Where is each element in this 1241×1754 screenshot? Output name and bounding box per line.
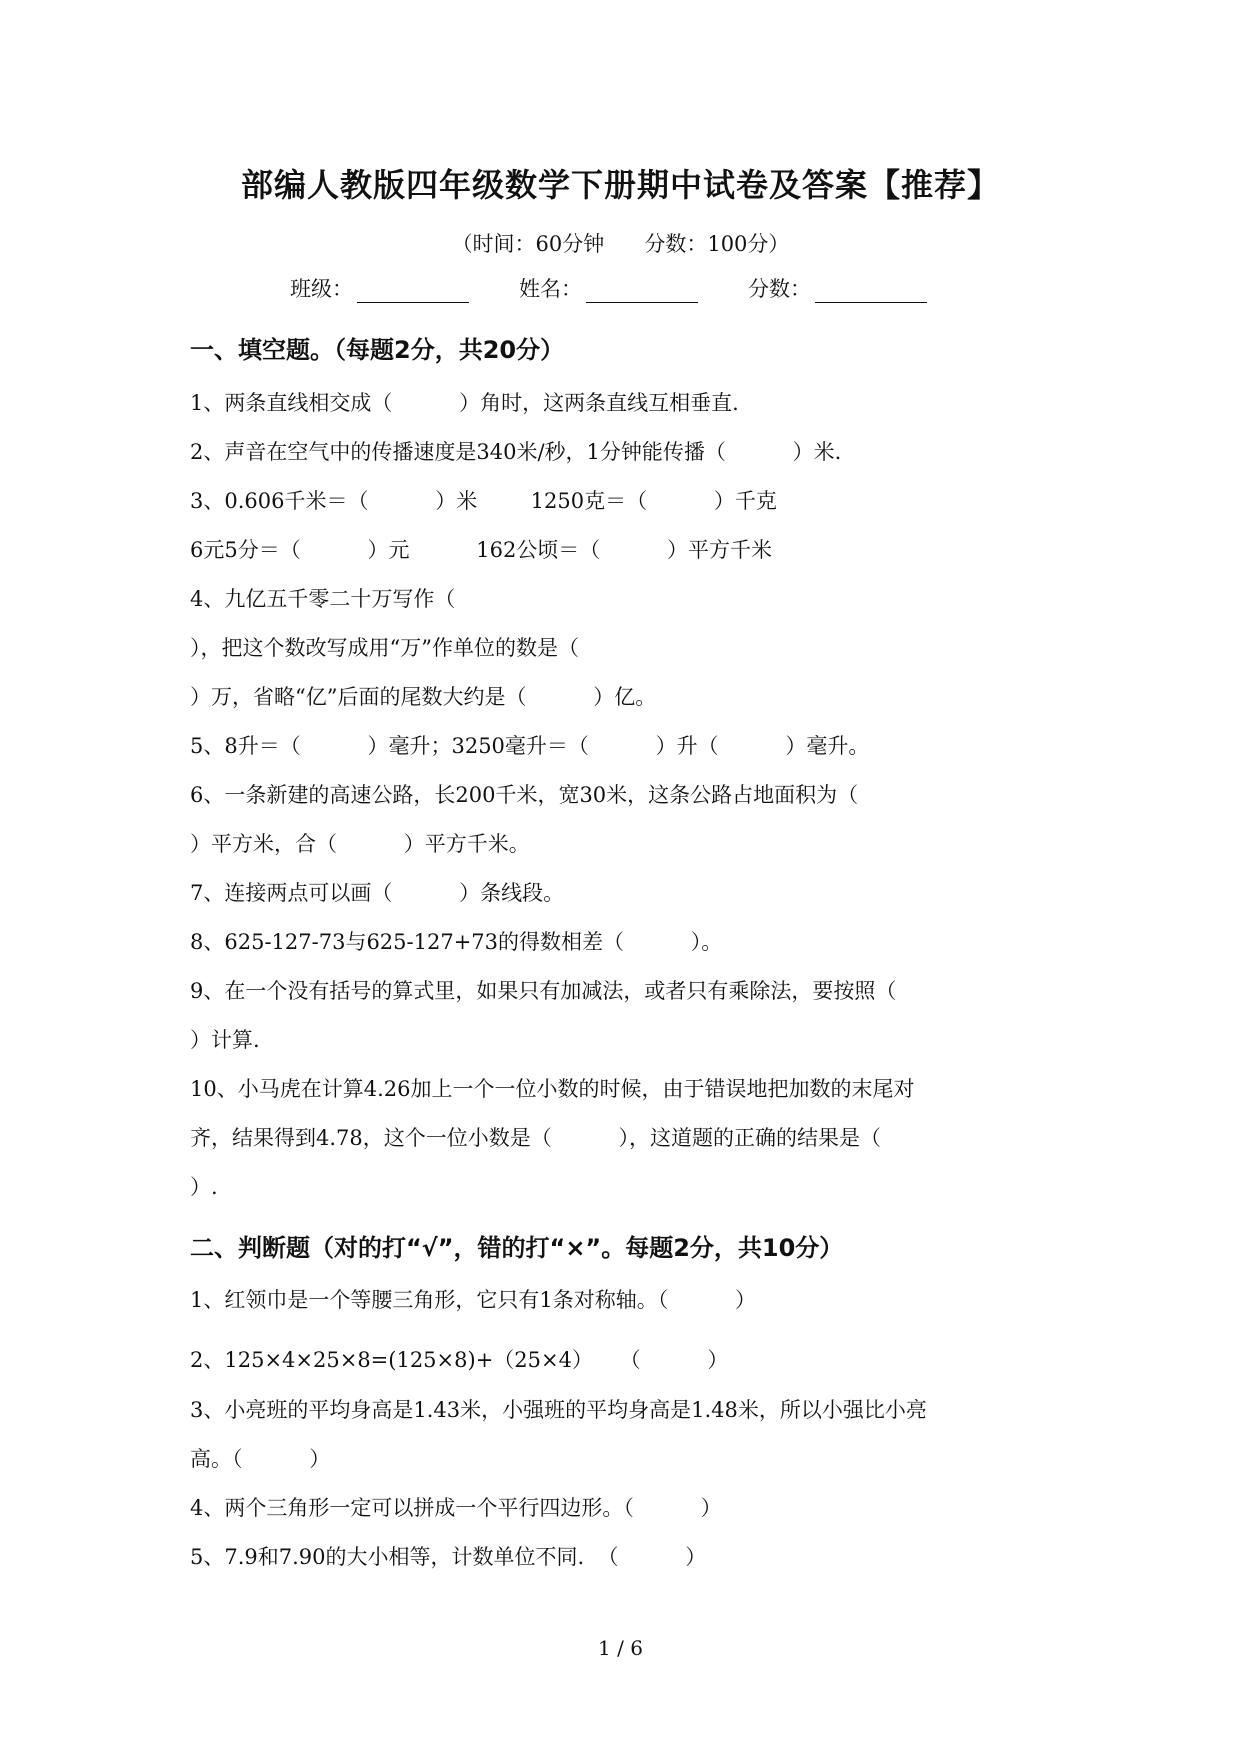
question-line: 高。（ ） <box>190 1447 331 1471</box>
page-title: 部编人教版四年级数学下册期中试卷及答案【推荐】 <box>240 166 1000 204</box>
page-number: 1 / 6 <box>598 1636 643 1660</box>
question-line: ）平方米，合（ ）平方千米。 <box>190 832 530 856</box>
section2-heading: 二、判断题（对的打“√”，错的打“×”。每题2分，共10分） <box>190 1234 844 1262</box>
exam-subtitle: （时间：60分钟 分数：100分） <box>451 232 790 256</box>
score-label: 分数： <box>748 277 811 301</box>
question-line: 4、两个三角形一定可以拼成一个平行四边形。（ ） <box>190 1496 722 1520</box>
score-blank[interactable] <box>815 278 927 303</box>
question-line: 9、在一个没有括号的算式里，如果只有加减法，或者只有乘除法，要按照（ <box>190 979 897 1003</box>
question-line: 7、连接两点可以画（ ）条线段。 <box>190 881 565 905</box>
question-line: 3、小亮班的平均身高是1.43米，小强班的平均身高是1.48米，所以小强比小亮 <box>190 1398 927 1422</box>
name-blank[interactable] <box>586 278 698 303</box>
student-info-row <box>290 273 977 303</box>
score-field <box>748 273 927 303</box>
question-line: 4、九亿五千零二十万写作（ <box>190 587 456 611</box>
question-line: 6、一条新建的高速公路，长200千米，宽30米，这条公路占地面积为（ <box>190 783 859 807</box>
question-line: ），把这个数改写成用“万”作单位的数是（ <box>190 636 579 660</box>
question-line: ）. <box>190 1175 218 1199</box>
question-line: 8、625-127-73与625-127+73的得数相差（ ）。 <box>190 930 723 954</box>
question-line: ）计算. <box>190 1028 260 1052</box>
question-line: 2、125×4×25×8=(125×8)+（25×4） （ ） <box>190 1348 729 1372</box>
question-line: 5、8升＝（ ）毫升；3250毫升＝（ ）升（ ）毫升。 <box>190 734 870 758</box>
question-line: 5、7.9和7.90的大小相等，计数单位不同. （ ） <box>190 1545 707 1569</box>
question-line: ）万，省略“亿”后面的尾数大约是（ ）亿。 <box>190 685 657 709</box>
question-line: 齐，结果得到4.78，这个一位小数是（ ），这道题的正确的结果是（ <box>190 1126 882 1150</box>
question-line: 1、红领巾是一个等腰三角形，它只有1条对称轴。（ ） <box>190 1288 756 1312</box>
class-label: 班级： <box>290 277 353 301</box>
question-line: 6元5分＝（ ）元 162公顷＝（ ）平方千米 <box>190 538 773 562</box>
section1-heading: 一、填空题。（每题2分，共20分） <box>190 336 565 364</box>
name-label: 姓名： <box>519 277 582 301</box>
question-line: 3、0.606千米＝（ ）米 1250克＝（ ）千克 <box>190 489 777 513</box>
class-blank[interactable] <box>357 278 469 303</box>
class-field <box>290 273 469 303</box>
name-field <box>519 273 698 303</box>
question-line: 1、两条直线相交成（ ）角时，这两条直线互相垂直. <box>190 391 739 415</box>
question-line: 2、声音在空气中的传播速度是340米/秒，1分钟能传播（ ）米. <box>190 440 842 464</box>
question-line: 10、小马虎在计算4.26加上一个一位小数的时候，由于错误地把加数的末尾对 <box>190 1077 915 1101</box>
